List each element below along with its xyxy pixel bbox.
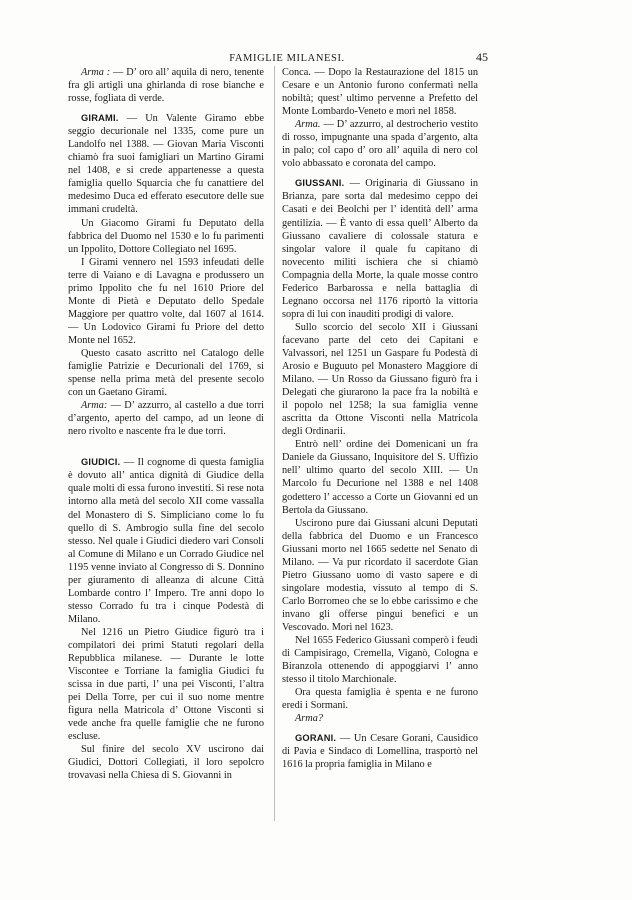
arma-text: — D’ oro all’ aquila di nero, tenente fra gli artigli una ghirlanda di rose bianche e rosse, fogliata di verde. bbox=[68, 67, 264, 105]
entry-heading-girami: GIRAMI. bbox=[81, 113, 119, 124]
arma-label: Arma? bbox=[295, 713, 324, 725]
page-header bbox=[68, 50, 488, 65]
girami-arma bbox=[68, 399, 264, 438]
giussani-paragraph-5: Nel 1655 Federico Giussani comperò i feudi di Campisirago, Cremella, Viganò, Cologna e Biranzola ottenendo di appoggiarvi l’ anno stesso il titolo Marchionale. bbox=[282, 635, 479, 686]
arma-text: — D’ azzurro, al castello a due torri d’argento, aperto del campo, ad un leone di nero rivolto e nascente fra le due torri. bbox=[68, 400, 264, 438]
giudici-arma bbox=[282, 118, 478, 170]
gorani-entry bbox=[282, 732, 478, 771]
entry-heading-gorani: GORANI. bbox=[295, 733, 337, 744]
running-title: FAMIGLIE MILANESI. bbox=[229, 53, 345, 64]
girami-paragraph-4: Questo casato ascritto nel Catalogo delle famiglie Patrizie e Decurionali del 1769, si spense nella prima metà del presente secolo con un Gaetano Girami. bbox=[68, 347, 264, 399]
page-number: 45 bbox=[476, 50, 488, 64]
giudici-entry bbox=[68, 456, 264, 626]
entry-heading-giudici: GIUDICI. bbox=[81, 457, 121, 468]
gorani-text: — Un Cesare Gorani, Causidico di Pavia e Sindaco di Lomellina, trasportò nel 1616 la propria famiglia in Milano e bbox=[282, 733, 478, 771]
giussani-paragraph-2: Sullo scorcio del secolo XII i Giussani facevano parte del ceto dei Capitani e Valvassori, nel 1251 un Gaspare fu Podestà di Arosio e Buguuto pel Monastero Maggiore di Milano. — Un Rosso da Giussano figurò fra i Delegati che giurarono la pace fra la nobiltà e il popolo nel 1258; la sua famiglia venne ascritta da Ottone Visconti nella Matricola degli Ordinarii. bbox=[282, 321, 478, 438]
giudici-text: — Il cognome di questa famiglia è dovuto all’ antica dignità di Giudice della quale molti di essa furono investiti. Si rese nota intorno alla metà del secolo XII come vassalla del Monastero di S. Simpliciano come lo fu quello di S. Ambrogio sulla fine del secolo stesso. Nel quale i Giudici diedero vari Consoli al Comune di Milano e un Corrado Giudice nel 1195 venne inviato al Congresso di S. Donnino per giuramento di alleanza di alcune Città Lombarde contro l’ Impero. Tre anni dopo lo stesso Corrado fu tra i cinque Podestà di Milano. bbox=[68, 457, 264, 625]
entry-heading-giussani: GIUSSANI. bbox=[295, 178, 345, 189]
left-column bbox=[68, 66, 264, 782]
girami-paragraph-2: Un Giacomo Girami fu Deputato della fabbrica del Duomo nel 1530 e lo fu parimenti un Ippolito, Dottore Collegiato nel 1695. bbox=[68, 217, 264, 255]
arma-label: Arma: bbox=[81, 400, 108, 412]
arma-label: Arma. bbox=[295, 119, 321, 131]
giudici-paragraph-3: Sul finire del secolo XV uscirono dai Giudici, Dottori Collegiati, il loro sepolcro trovavasi nella Chiesa di S. Giovanni in bbox=[68, 744, 264, 782]
giussani-paragraph-6: Ora questa famiglia è spenta e ne furono eredi i Sormani. bbox=[282, 687, 478, 712]
arma-label: Arma : bbox=[81, 67, 111, 78]
giussani-paragraph-3: Entrò nell’ ordine dei Domenicani un fra Daniele da Giussano, Inquisitore del S. Uffizio nell’ ultimo quarto del secolo XIII. — Un Marcolo fu Decurione nel 1388 e nel 1408 godettero l’ accesso a Corte un Giovanni ed un Bertola da Giussano. bbox=[282, 439, 478, 516]
continuation-paragraph: Conca. — Dopo la Restaurazione del 1815 un Cesare e un Antonio furono confermati nella nobiltà; quest’ ultimo pervenne a Prefetto del Monte Lombardo-Veneto e morì nel 1858. bbox=[282, 67, 478, 118]
giussani-entry bbox=[282, 177, 478, 321]
girami-paragraph-3: I Girami vennero nel 1593 infeudati delle terre di Vaiano e di Lavagna e produssero un primo Ippolito che fu nel 1610 Priore del Monte di Pietà e Deputato dello Spedale Maggiore per quattro volte, dal 1607 al 1614. — Un Lodovico Girami fu Priore del detto Monte nel 1652. bbox=[68, 256, 264, 346]
giudici-paragraph-2: Nel 1216 un Pietro Giudice figurò tra i compilatori dei primi Statuti regolari della Repubblica milanese. — Durante le lotte Viscontee e Torriane la famiglia Giudici fu scissa in due parti, l’ una pei Visconti, l’altra pei Della Torre, per cui il suo nome mentre figura nella Matricola d’ Ottone Visconti si vede anche fra quelle famiglie che ne furono escluse. bbox=[68, 626, 264, 743]
right-column bbox=[282, 66, 478, 771]
giussani-text: — Originaria di Giussano in Brianza, pare sorta dal medesimo ceppo dei Casati e dei Beolchi per l’ identità dell’ arma gentilizia. — È vanto di essa quell’ Alberto da Giussano cavaliere di colossale statura e singolar valore il quale fu capitano di novecento militi ischiera che si chiamò Compagnia della Morte, la quale mosse contro Federico Barbarossa e nella battaglia di Legnano occorsa nel 1176 riportò la vittoria sopra di lui con inauditi prodigi di valore. bbox=[282, 178, 478, 320]
girami-entry bbox=[68, 112, 264, 216]
column-divider bbox=[274, 66, 275, 821]
giussani-paragraph-4: Uscirono pure dai Giussani alcuni Deputati della fabbrica del Duomo e un Francesco Giussani morto nel 1665 sedette nel Senato di Milano. — Va pur ricordato il sacerdote Gian Pietro Giussano uomo di vasto sapere e di singolare modestia, vissuto al tempo di S. Carlo Borromeo che se lo ebbe carissimo e che invano gli offerse pingui benefici e un Vescovado. Morì nel 1623. bbox=[282, 517, 478, 633]
arma-text: — D’ azzurro, al destrocherio vestito di rosso, impugnante una spada d’argento, alta in palo; col capo d’ oro all’ aquila di nero col volo abbassato e coronata del campo. bbox=[282, 119, 478, 170]
arma-paragraph bbox=[68, 66, 264, 105]
giussani-arma bbox=[282, 712, 478, 725]
girami-text: — Un Valente Giramo ebbe seggio decurionale nel 1335, come pure un Landolfo nel 1388. — Giovan Maria Visconti chiamò fra suoi famigliari un Martino Girami nel 1408, e si crede appartenesse a questa famiglia quello Squarcia che fu canattiere del medesimo Duca ed efferato esecutore delle sue immani crudeltà. bbox=[68, 113, 264, 216]
